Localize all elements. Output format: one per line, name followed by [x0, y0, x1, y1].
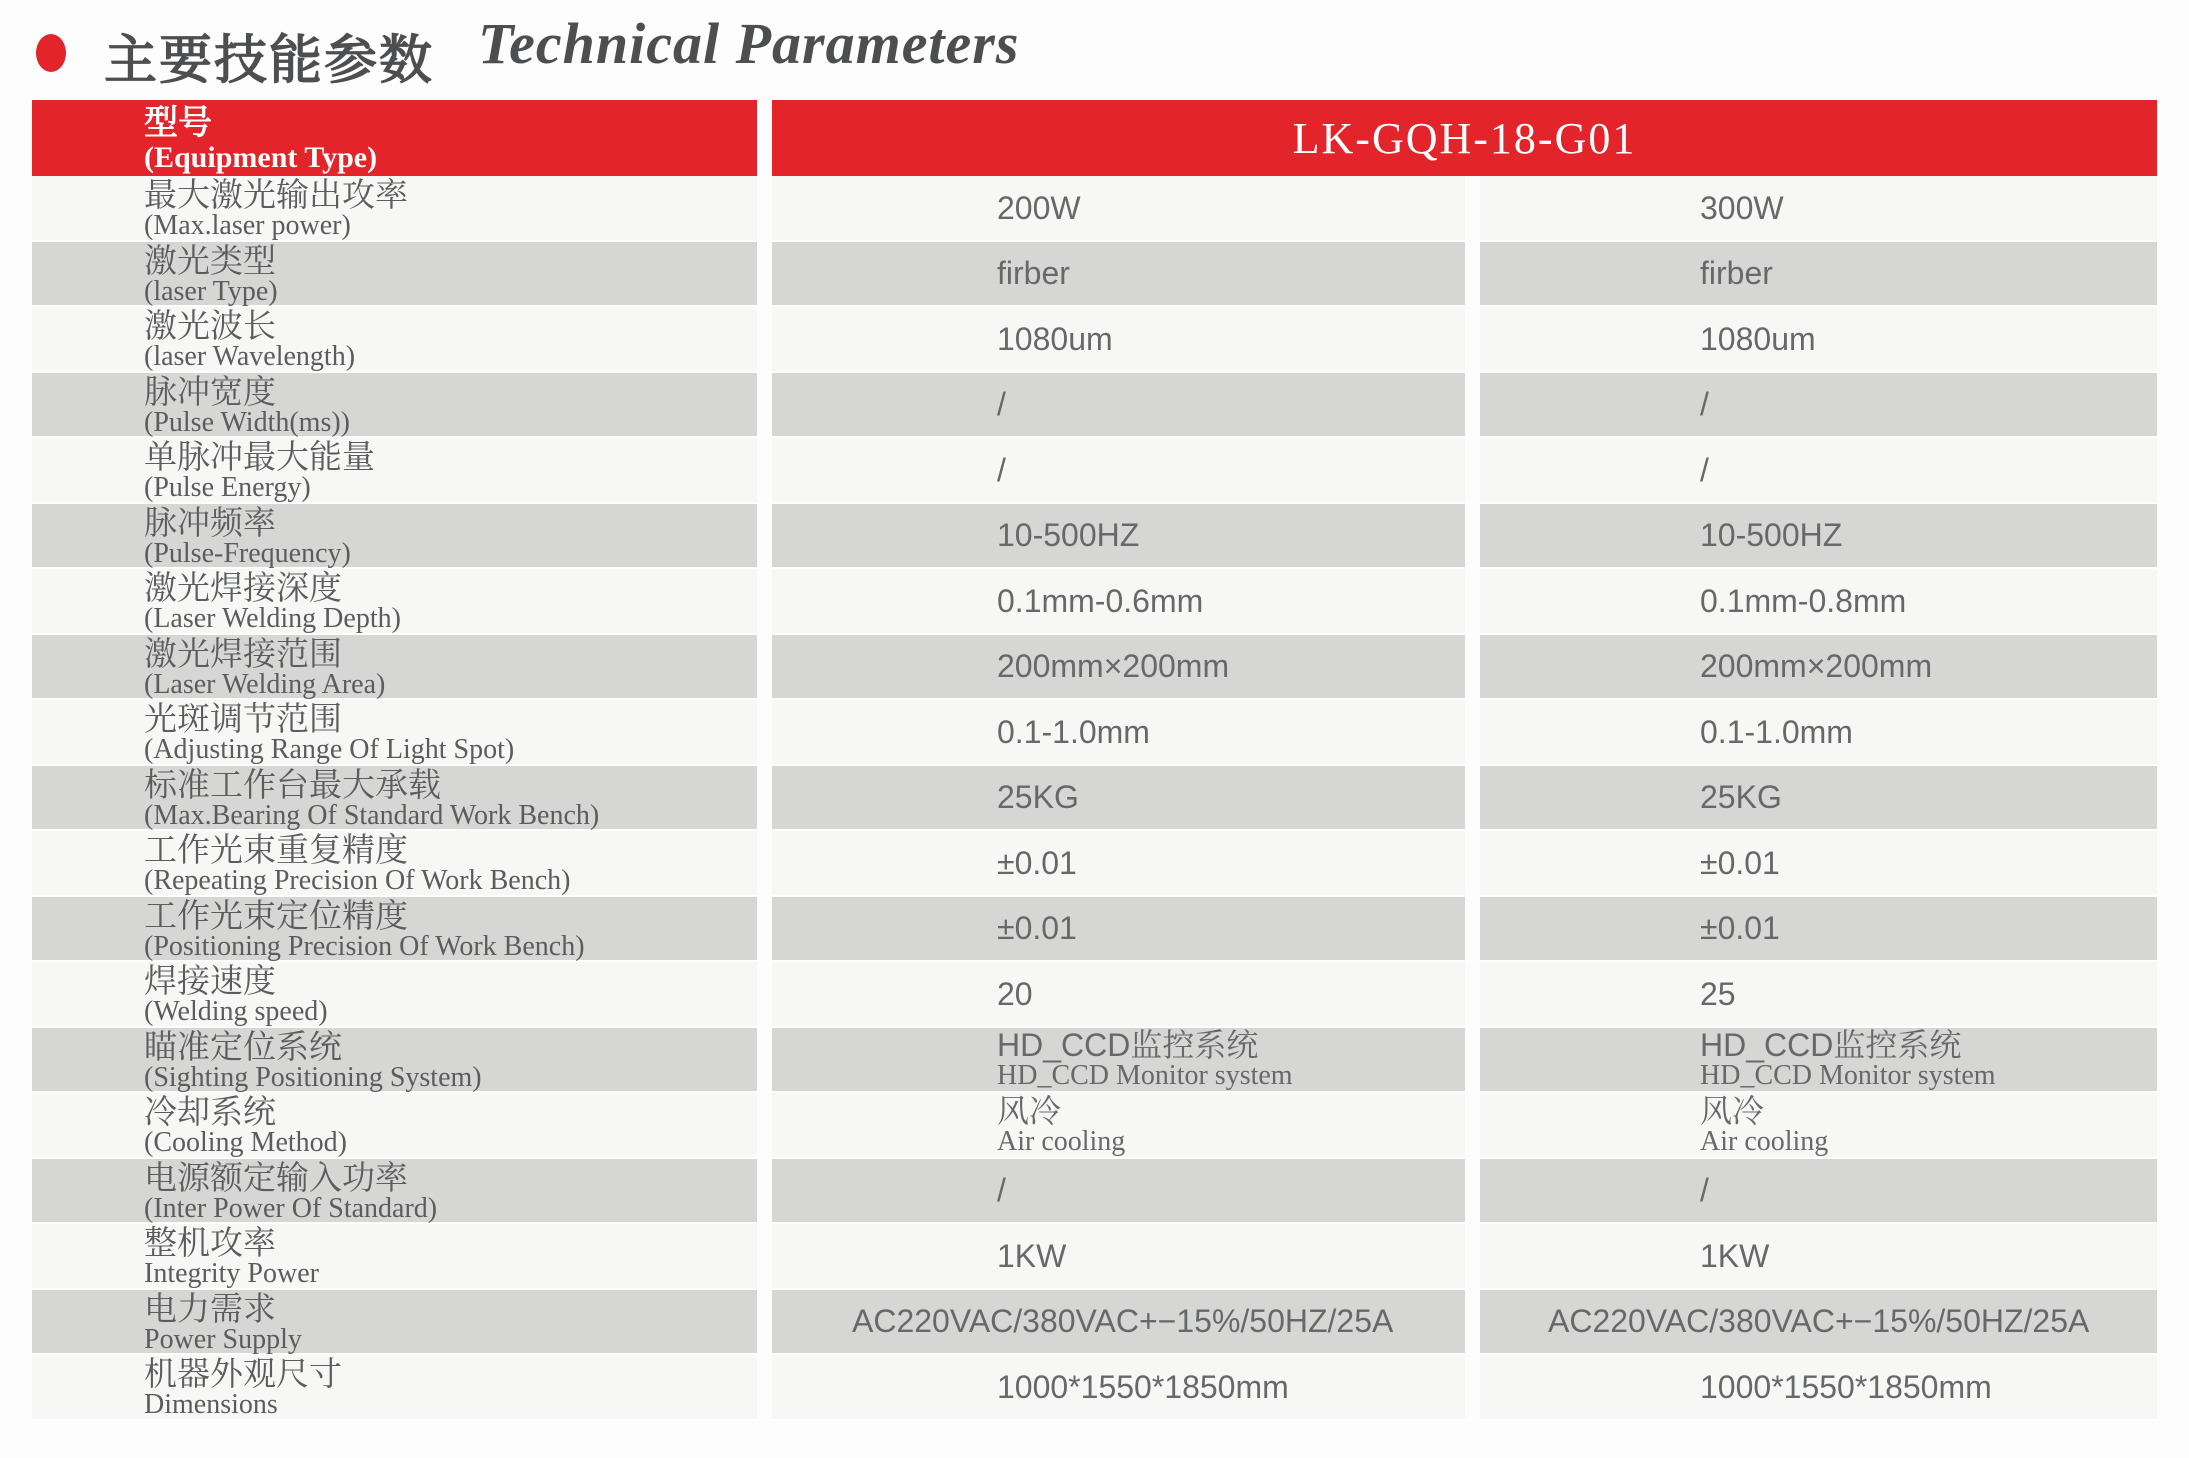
- row-label-zh: 电源额定输入功率: [144, 1157, 408, 1197]
- value-line: ±0.01: [1700, 910, 1780, 947]
- table-row: [32, 1159, 2157, 1225]
- row-value-cell: [1480, 1093, 2157, 1157]
- column-divider: [757, 438, 772, 502]
- row-label-cell: [32, 700, 757, 764]
- value-line: HD_CCD Monitor system: [1700, 1060, 1996, 1092]
- value-line: /: [997, 386, 1006, 423]
- value-line: AC220VAC/380VAC+−15%/50HZ/25A: [852, 1303, 1394, 1340]
- value-line: 风冷: [997, 1092, 1062, 1129]
- column-divider: [1465, 1159, 1480, 1223]
- page-title-zh: 主要技能参数: [104, 30, 434, 91]
- header-label-zh: 型号: [144, 103, 212, 143]
- value-line: 0.1mm-0.6mm: [997, 582, 1204, 619]
- value-line: HD_CCD监控系统: [997, 1027, 1259, 1064]
- row-value-cell: [1480, 242, 2157, 306]
- row-value-cell: [1480, 569, 2157, 633]
- table-row: [32, 635, 2157, 701]
- row-label-zh: 电力需求: [144, 1288, 276, 1328]
- row-label-en: (Pulse Energy): [144, 472, 311, 504]
- row-label-zh: 工作光束重复精度: [144, 830, 408, 870]
- row-value-cell: [772, 1355, 1465, 1419]
- row-value-cell: [772, 700, 1465, 764]
- row-label-en: (Cooling Method): [144, 1127, 347, 1159]
- row-value-cell: [772, 438, 1465, 502]
- row-label-cell: [32, 1355, 757, 1419]
- column-divider: [757, 176, 772, 240]
- row-value-cell: [1480, 700, 2157, 764]
- table-row: [32, 504, 2157, 570]
- row-label-en: (Inter Power Of Standard): [144, 1192, 438, 1224]
- row-label-en: Dimensions: [144, 1389, 278, 1421]
- row-label-cell: [32, 962, 757, 1026]
- row-label-cell: [32, 438, 757, 502]
- row-value-cell: [772, 1290, 1465, 1354]
- table-row: [32, 962, 2157, 1028]
- value-line: firber: [1700, 255, 1773, 292]
- column-divider: [757, 766, 772, 830]
- row-value-cell: [1480, 307, 2157, 371]
- value-line: 风冷: [1700, 1092, 1765, 1129]
- row-label-cell: [32, 897, 757, 961]
- row-value-cell: [772, 373, 1465, 437]
- value-line: AC220VAC/380VAC+−15%/50HZ/25A: [1548, 1303, 2090, 1340]
- row-value-cell: [1480, 962, 2157, 1026]
- column-divider: [1465, 766, 1480, 830]
- table-row: [32, 176, 2157, 242]
- column-divider: [757, 504, 772, 568]
- value-line: HD_CCD Monitor system: [997, 1060, 1293, 1092]
- row-label-cell: [32, 1290, 757, 1354]
- row-label-cell: [32, 242, 757, 306]
- value-line: Air cooling: [997, 1125, 1126, 1157]
- row-label-zh: 脉冲宽度: [144, 371, 276, 411]
- row-label-en: (Max.laser power): [144, 210, 351, 242]
- row-label-cell: [32, 1159, 757, 1223]
- column-divider: [1465, 1028, 1480, 1092]
- value-line: 25KG: [1700, 779, 1782, 816]
- row-label-en: (laser Type): [144, 275, 278, 307]
- row-label-cell: [32, 1028, 757, 1092]
- parameters-table: [32, 100, 2157, 1421]
- value-line: 200mm×200mm: [997, 648, 1230, 685]
- row-value-cell: [772, 766, 1465, 830]
- row-value-cell: [772, 176, 1465, 240]
- row-label-en: Integrity Power: [144, 1258, 319, 1290]
- column-divider: [757, 1028, 772, 1092]
- row-label-en: (Adjusting Range Of Light Spot): [144, 734, 515, 766]
- column-divider: [1465, 962, 1480, 1026]
- row-label-zh: 焊接速度: [144, 961, 276, 1001]
- value-line: 1000*1550*1850mm: [1700, 1368, 1992, 1405]
- row-label-zh: 单脉冲最大能量: [144, 437, 375, 477]
- row-label-en: (Max.Bearing Of Standard Work Bench): [144, 799, 600, 831]
- value-line: /: [997, 1172, 1006, 1209]
- row-value-cell: [772, 1159, 1465, 1223]
- row-label-en: (Laser Welding Depth): [144, 603, 401, 635]
- row-value-cell: [772, 831, 1465, 895]
- value-line: 20: [997, 975, 1033, 1012]
- column-divider: [1465, 635, 1480, 699]
- row-label-en: (Positioning Precision Of Work Bench): [144, 930, 585, 962]
- row-value-cell: [1480, 897, 2157, 961]
- red-bullet-icon: [36, 34, 66, 72]
- table-row: [32, 307, 2157, 373]
- page-title: [0, 8, 2189, 98]
- row-label-en: (laser Wavelength): [144, 341, 356, 373]
- header-model-cell: LK-GQH-18-G01: [772, 100, 2157, 176]
- row-value-cell: [772, 897, 1465, 961]
- row-label-cell: [32, 569, 757, 633]
- column-divider: [757, 1290, 772, 1354]
- value-line: ±0.01: [997, 910, 1077, 947]
- column-divider: [757, 831, 772, 895]
- column-divider: [757, 1224, 772, 1288]
- value-line: 200mm×200mm: [1700, 648, 1933, 685]
- row-label-zh: 整机攻率: [144, 1223, 276, 1263]
- row-label-zh: 最大激光输出攻率: [144, 175, 408, 215]
- row-label-cell: [32, 307, 757, 371]
- row-value-cell: [1480, 1290, 2157, 1354]
- header-label-en: (Equipment Type): [144, 141, 378, 174]
- row-value-cell: [772, 504, 1465, 568]
- value-line: ±0.01: [1700, 844, 1780, 881]
- column-divider: [1465, 1224, 1480, 1288]
- column-divider: [1465, 1290, 1480, 1354]
- row-value-cell: [772, 569, 1465, 633]
- row-label-en: (Welding speed): [144, 996, 328, 1028]
- row-label-cell: [32, 1224, 757, 1288]
- row-value-cell: [1480, 1224, 2157, 1288]
- row-label-cell: [32, 504, 757, 568]
- column-divider: [1465, 897, 1480, 961]
- value-line: Air cooling: [1700, 1125, 1829, 1157]
- row-value-cell: [1480, 1028, 2157, 1092]
- value-line: 200W: [997, 189, 1081, 226]
- row-label-cell: [32, 635, 757, 699]
- row-value-cell: [1480, 831, 2157, 895]
- table-row: [32, 1224, 2157, 1290]
- value-line: 0.1mm-0.8mm: [1700, 582, 1907, 619]
- value-line: /: [997, 451, 1006, 488]
- value-line: 1KW: [1700, 1237, 1770, 1274]
- column-divider: [1465, 176, 1480, 240]
- value-line: 0.1-1.0mm: [997, 713, 1150, 750]
- row-value-cell: [1480, 1159, 2157, 1223]
- value-line: 1080um: [1700, 320, 1816, 357]
- header-equipment-type-cell: [32, 100, 757, 176]
- row-value-cell: [1480, 438, 2157, 502]
- table-row: [32, 831, 2157, 897]
- table-row: [32, 1028, 2157, 1094]
- table-body: [32, 176, 2157, 1421]
- table-row: [32, 373, 2157, 439]
- row-label-en: Power Supply: [144, 1323, 302, 1355]
- row-label-zh: 标准工作台最大承载: [144, 764, 441, 804]
- row-label-zh: 工作光束定位精度: [144, 895, 408, 935]
- row-value-cell: [1480, 766, 2157, 830]
- column-divider: [757, 635, 772, 699]
- row-label-en: (Pulse-Frequency): [144, 537, 351, 569]
- row-label-cell: [32, 176, 757, 240]
- value-line: /: [1700, 386, 1709, 423]
- value-line: 0.1-1.0mm: [1700, 713, 1853, 750]
- value-line: firber: [997, 255, 1070, 292]
- value-line: 1000*1550*1850mm: [997, 1368, 1289, 1405]
- column-divider: [757, 1159, 772, 1223]
- column-divider: [1465, 831, 1480, 895]
- value-line: 10-500HZ: [1700, 517, 1843, 554]
- column-divider: [757, 373, 772, 437]
- row-value-cell: [1480, 176, 2157, 240]
- table-row: [32, 700, 2157, 766]
- row-label-en: (Pulse Width(ms)): [144, 406, 351, 438]
- row-label-zh: 激光焊接深度: [144, 568, 342, 608]
- row-value-cell: [1480, 504, 2157, 568]
- row-label-cell: [32, 766, 757, 830]
- column-divider: [1465, 438, 1480, 502]
- row-label-zh: 冷却系统: [144, 1092, 276, 1132]
- column-divider: [757, 1355, 772, 1419]
- row-value-cell: [772, 242, 1465, 306]
- row-label-en: (Repeating Precision Of Work Bench): [144, 865, 571, 897]
- row-value-cell: [1480, 373, 2157, 437]
- table-row: [32, 766, 2157, 832]
- value-line: 1KW: [997, 1237, 1067, 1274]
- row-value-cell: [772, 962, 1465, 1026]
- table-header-row: [32, 100, 2157, 176]
- row-label-cell: [32, 831, 757, 895]
- row-value-cell: [772, 307, 1465, 371]
- table-row: [32, 1093, 2157, 1159]
- column-divider: [1465, 700, 1480, 764]
- column-divider: [757, 700, 772, 764]
- value-line: HD_CCD监控系统: [1700, 1027, 1962, 1064]
- column-divider: [1465, 504, 1480, 568]
- row-label-zh: 脉冲频率: [144, 502, 276, 542]
- row-value-cell: [772, 1224, 1465, 1288]
- row-label-zh: 机器外观尺寸: [144, 1354, 342, 1394]
- table-row: [32, 1355, 2157, 1421]
- row-value-cell: [772, 635, 1465, 699]
- row-label-zh: 瞄准定位系统: [144, 1026, 342, 1066]
- column-divider: [757, 100, 772, 176]
- column-divider: [1465, 569, 1480, 633]
- page-title-en: Technical Parameters: [478, 11, 1020, 76]
- column-divider: [1465, 373, 1480, 437]
- row-label-zh: 激光焊接范围: [144, 633, 342, 673]
- column-divider: [1465, 1093, 1480, 1157]
- value-line: 1080um: [997, 320, 1113, 357]
- column-divider: [1465, 307, 1480, 371]
- row-label-cell: [32, 373, 757, 437]
- value-line: /: [1700, 451, 1709, 488]
- table-row: [32, 569, 2157, 635]
- column-divider: [1465, 1355, 1480, 1419]
- column-divider: [757, 242, 772, 306]
- value-line: 300W: [1700, 189, 1784, 226]
- table-row: [32, 897, 2157, 963]
- column-divider: [1465, 242, 1480, 306]
- value-line: 25: [1700, 975, 1736, 1012]
- row-label-cell: [32, 1093, 757, 1157]
- column-divider: [757, 1093, 772, 1157]
- table-row: [32, 438, 2157, 504]
- value-line: /: [1700, 1172, 1709, 1209]
- table-row: [32, 1290, 2157, 1356]
- row-value-cell: [1480, 635, 2157, 699]
- column-divider: [757, 569, 772, 633]
- column-divider: [757, 307, 772, 371]
- row-label-en: (Sighting Positioning System): [144, 1061, 482, 1093]
- row-label-zh: 光斑调节范围: [144, 699, 342, 739]
- value-line: 10-500HZ: [997, 517, 1140, 554]
- column-divider: [757, 897, 772, 961]
- row-value-cell: [772, 1093, 1465, 1157]
- row-label-zh: 激光波长: [144, 306, 276, 346]
- row-value-cell: [772, 1028, 1465, 1092]
- row-value-cell: [1480, 1355, 2157, 1419]
- value-line: ±0.01: [997, 844, 1077, 881]
- value-line: 25KG: [997, 779, 1079, 816]
- row-label-zh: 激光类型: [144, 240, 276, 280]
- column-divider: [757, 962, 772, 1026]
- row-label-en: (Laser Welding Area): [144, 668, 386, 700]
- table-row: [32, 242, 2157, 308]
